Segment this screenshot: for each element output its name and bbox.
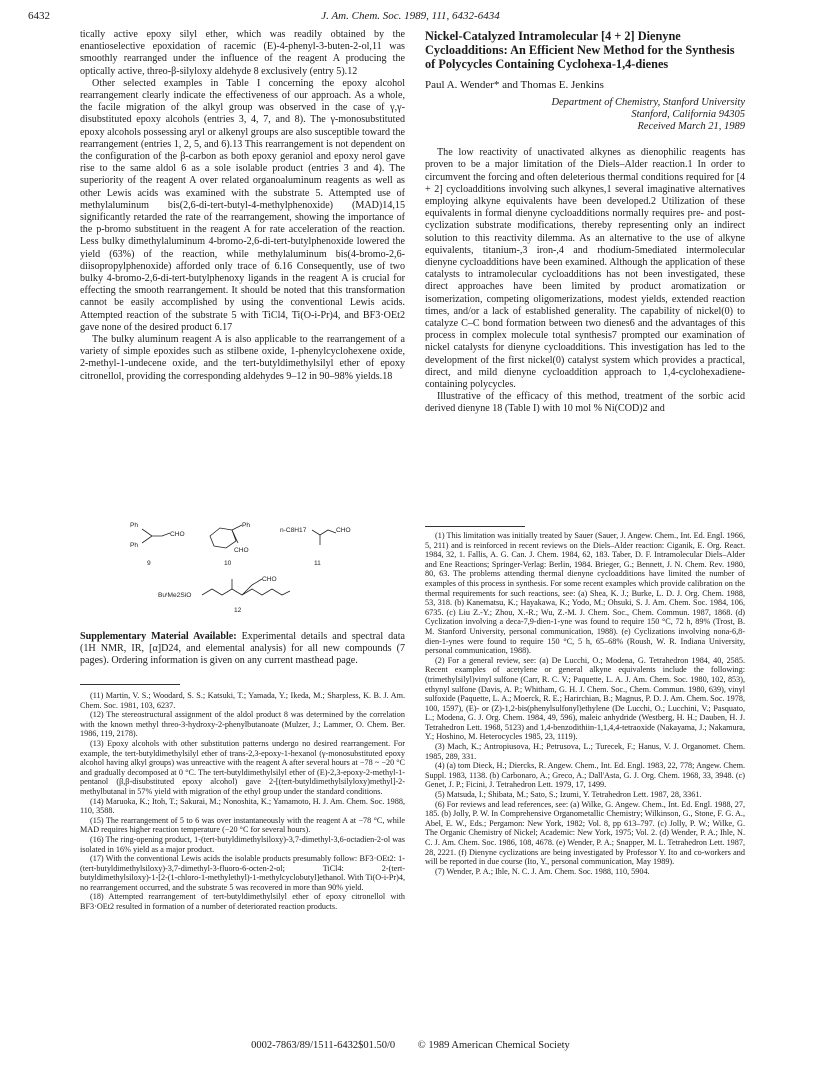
footnote: (12) The stereostructural assignment of the aldol product 8 was determined by the correlation with the known methyl threo-3-hydroxy-2-phenylbutanoate (Mulzer, J.; Lammer, O. Chem. Ber. 1986, 119, 2178). — [80, 710, 405, 739]
left-paragraph: The bulky aluminum reagent A is also applicable to the rearrangement of a variety of simple epoxides such as stilbene oxide, 1-phenylcyclohexene oxide, 2-methyl-1-undecene oxide, and the tert-butyldimethylsilyl ether of epoxy citronellol, providing the corresponding aldehydes 9–12 in 90–98% yields.18 — [80, 334, 405, 382]
footnote: (18) Attempted rearrangement of tert-butyldimethylsilyl ether of epoxy citronellol with BF3·OEt2 resulted in formation of a number of deteriorated reaction products. — [80, 892, 405, 912]
cho-label: CHO — [234, 547, 249, 554]
structure-9 — [130, 522, 185, 567]
right-column — [425, 29, 745, 416]
footnote: (16) The ring-opening product, 1-(tert-butyldimethylsiloxy)-3,7-dimethyl-3,6-octadien-2-ol was isolated in 16% yield as a major product. — [80, 834, 405, 854]
footnote: (3) Mach, K.; Antropiusova, H.; Petrusova, L.; Turecek, F.; Hanus, V. J. Organomet. Chem. 1985, 289, 331. — [425, 742, 745, 761]
chemical-structures — [100, 519, 400, 614]
affiliation-line: Stanford, California 94305 — [631, 109, 745, 121]
chain-label: n-C8H17 — [280, 527, 307, 534]
footnote-rule — [425, 526, 525, 527]
ph-label: Ph — [130, 522, 139, 529]
supplementary-block — [80, 631, 405, 668]
supplementary-heading: Supplementary Material Available: — [80, 631, 237, 642]
compound-number: 11 — [314, 560, 321, 567]
footnote: (15) The rearrangement of 5 to 6 was over instantaneously with the reagent A at −78 °C, while MAD requires higher reaction temperature (−20 °C for several hours). — [80, 815, 405, 835]
footnote: (7) Wender, P. A.; Ihle, N. C. J. Am. Chem. Soc. 1988, 110, 5904. — [435, 866, 650, 876]
footnote: (5) Matsuda, I.; Shibata, M.; Sato, S.; Izumi, Y. Tetrahedron Lett. 1987, 28, 3361. — [435, 790, 702, 800]
right-paragraph: Illustrative of the efficacy of this method, treatment of the sorbic acid derived dienyne 18 (Table I) with 10 mol % Ni(COD)2 and — [425, 391, 745, 415]
page-footer — [0, 1040, 821, 1051]
left-paragraph: tically active epoxy silyl ether, which was readily obtained by the enantioselective epoxidation of racemic (E)-4-phenyl-3-buten-2-ol,11 was smoothly rearranged under the influence of the reagent A producing the optically active, threo-β-silyloxy aldehyde 8 exclusively (entry 5).12 — [80, 29, 405, 77]
left-footnotes — [80, 691, 405, 912]
cho-label: CHO — [336, 527, 351, 534]
structures-svg — [100, 519, 400, 614]
affiliation — [425, 97, 745, 133]
article-title: Nickel-Catalyzed Intramolecular [4 + 2] Dienyne Cycloadditions: An Efficient New Method for the Synthesis of Polycycles Containing Cyclohexa-1,4-dienes — [425, 29, 735, 71]
compound-number: 10 — [224, 560, 232, 567]
footnote: (17) With the conventional Lewis acids the isolable products presumably follow: BF3·OEt2: 1-(tert-butyldimethylsiloxy)-3,7-dimethyl-3-fluoro-6-octen-2-ol; TiCl4: 2-(tert-butyldimethylsiloxy)-1-[2-(1-chloro-1-methylethyl)-1-methylcyclobutyl]ethanol. With Ti(O-i-Pr)4, no rearrangement occurred, and the substrate 5 was recovered in more than 90% yield. — [80, 854, 405, 892]
ph-label: Ph — [130, 542, 139, 549]
supplementary-text: Experimental details and spectral data (1H NMR, IR, [α]D24, and elemental analysis) for all new compounds (7 pages). Ordering information is given on any current masthead page. — [80, 631, 405, 667]
journal-header: J. Am. Chem. Soc. 1989, 111, 6432-6434 — [321, 10, 500, 22]
page-number: 6432 — [28, 10, 50, 22]
article-authors: Paul A. Wender* and Thomas E. Jenkins — [425, 79, 604, 91]
received-date: Received March 21, 1989 — [637, 121, 745, 133]
footnote: (6) For reviews and lead references, see: (a) Wilke, G. Angew. Chem., Int. Ed. Engl. 1988, 27, 185. (b) Jolly, P. W. In Comprehensive Organometallic Chemistry; Wilkinson, G., Stone, F. G. A., Abel, E. W., Eds.; Pergamon: New York, 1982; Vol. 8, pp 613–797. (c) Jolly, P. W.; Wilke, G. The Organic Chemistry of Nickel; Academic: New York, 1975; Vol. 2. (d) Wender, P. A.; Ihle, N. C. J. Am. Chem. Soc. 1986, 108, 4678. (e) Wender, P. A.; Snapper, M. L. Tetrahedron Lett. 1987, 28, 2221. (f) Dienyne cyclizations are being investigated by Professor Y. Ito and co-workers and will be reported in due course (Ito, Y., personal communication, May 1989). — [425, 799, 745, 867]
footnote-rule — [80, 684, 180, 685]
left-column — [80, 29, 405, 383]
structure-10 — [210, 522, 250, 567]
silyl-label: BuᵗMe2SiO — [158, 592, 192, 599]
footnote: (13) Epoxy alcohols with other substitution patterns undergo no desired rearrangement. For example, the tert-butyldimethylsilyl ether of trans-2,3-epoxy-1-hexanol (γ-monosubstituted epoxy alcohol having alkyl groups) was unreactive with the reagent A after several hours at −78 ~ −20 °C and gradually decomposed at 0 °C. The tert-butyldimethylsilyl ether of (E)-2,3-epoxy-2-methyl-1-pentanol (β,β-disubstituted epoxy alcohol) gave 2-[(tert-butyldimethylsilyloxy)methyl]-2-methylbutanal in 57% yield with migration of the ethyl group under the standard conditions. — [80, 738, 405, 796]
compound-number: 9 — [147, 560, 151, 567]
compound-number: 12 — [234, 607, 242, 614]
structure-11 — [280, 527, 351, 567]
structure-12 — [158, 576, 290, 614]
footnote: (1) This limitation was initially treated by Sauer (Sauer, J. Angew. Chem., Int. Ed. Engl. 1966, 5, 211) and is reinforced in recent reviews on the Diels–Alder reaction: Ciganik, E. Org. React. 1984, 32, 1. Fallis, A. G. Can. J. Chem. 1984, 62, 183. Taber, D. F. Intramolecular Diels–Alder and Ene Reactions; Springer-Verlag: Berlin, 1984. Brieger, G.; Bennett, J. N. Chem. Rev. 1980, 80, 63. The problems attending thermal dienyne cycloadditions have limited the number of examples of this process in synthesis. For some recent examples which provide calibration on the thermal requirements for such reactions, see: (a) Shea, K. J.; Burke, L. D. J. Org. Chem. 1988, 53, 318. (b) Kanematsu, K.; Hayakawa, K.; Yodo, M.; Ohsuki, S. J. Am. Chem. Soc. 1984, 106, 6735. (c) Liu Z.-Y.; Zhou, X.-R.; Wu, Z.-M. J. Chem. Soc., Chem. Commun. 1987, 1868. (d) Cyclization involving a deca-7,9-dien-1-yne was found to require 150 °C, 72 h, 89% (Trost, B. M. Stanford University, personal communication, 1988). (e) Cyclizations involving nona-6,8-dien-1-ynes were found to require 150 °C, 5 h, 65–68% (Roush, W. R. Indiana University, personal communication, 1988). — [425, 531, 745, 656]
left-paragraph: Other selected examples in Table I concerning the epoxy alcohol rearrangement clearly indicate the effectiveness of our approach. As a whole, the facile migration of the alkyl group was observed in the case of γ,γ-disubstituted epoxy alcohols (entries 3, 4, 7, and 8). The γ-monosubstituted epoxy alcohols possessing aryl or alkenyl groups are also susceptible toward the rearrangement (entries 1, 2, 5, and 6).13 This rearrangement is not dependent on the configuration of the β-carbon as both epoxy geraniol and epoxy nerol gave rise to the same aldol 6 as a sole isolable product (entries 3 and 4). The superiority of the reagent A over related organoaluminum reagents as well as other Lewis acids was examined with the substrate 5. Attempted use of methylaluminum bis(2,6-di-tert-butyl-4-methylphenoxide) (MAD)14,15 significantly retarded the rate of the rearrangement, showing the importance of the p-bromo substituent in the reagent A for rate acceleration of the reaction. Less bulky dimethylaluminum 4-bromo-2,6-di-tert-butylphenoxide lowered the yield (63%) of the reaction, while methylaluminum bis(4-bromo-2,6-diisopropylphenoxide) afforded only trace of 6.16 Consequently, use of two bulky 4-bromo-2,6-di-tert-butylphenoxy ligands in the reagent A is crucial for effecting the smooth rearrangement. It should be noted that this transformation cannot be easily accomplished by using the conventional Lewis acids. Attempted reaction of the substrate 5 with TiCl4, Ti(O-i-Pr)4, and BF3·OEt2 gave none of the desired product 6.17 — [80, 77, 405, 333]
footnote: (4) (a) tom Dieck, H.; Diercks, R. Angew. Chem., Int. Ed. Engl. 1983, 22, 778; Angew. Chem. Suppl. 1983, 1138. (b) Carbonaro, A.; Greco, A.; Dall'Asta, G. J. Org. Chem. 1968, 33, 3948. (c) Genet, J. P.; Ficini, J. Tetrahedron Lett. 1979, 17, 1499. — [425, 761, 745, 790]
ph-label: Ph — [242, 522, 251, 529]
affiliation-line: Department of Chemistry, Stanford University — [551, 97, 745, 109]
footnote: (14) Maruoka, K.; Itoh, T.; Sakurai, M.; Nonoshita, K.; Yamamoto, H. J. Am. Chem. Soc. 1988, 110, 3588. — [80, 796, 405, 816]
publication-code: 0002-7863/89/1511-6432$01.50/0 — [251, 1040, 396, 1051]
cho-label: CHO — [170, 531, 185, 538]
cho-label: CHO — [262, 576, 277, 583]
footnote: (11) Martin, V. S.; Woodard, S. S.; Katsuki, T.; Yamada, Y.; Ikeda, M.; Sharpless, K. B. J. Am. Chem. Soc. 1981, 103, 6237. — [80, 691, 405, 710]
right-paragraph: The low reactivity of unactivated alkynes as dienophilic reagents has proven to be a major limitation of the Diels–Alder reaction.1 In order to circumvent the forcing and often deleterious thermal conditions required for [4 + 2] cycloadditions involving such alkynes,1 several imaginative alternatives employing alkyne equivalents have been developed.2 Utilization of these equivalents in formal dienyne cycloadditions normally requires pre- and post-cyclization substrate modifications, thereby representing only an indirect solution to this reactivity dilemma. As an alternative to the use of alkyne equivalents, titanium-,3 iron-,4 and rhodium-5mediated intermolecular dienyne cycloadditions have been examined. Although the application of these catalysts to intramolecular cycloadditions has not been investigated, these direct approaches have been limited by product aromatization or isomerization, competing oligomerizations, modest yields, extended reaction times, and/or a lack of established generality. The capability of nickel(0) to catalyze C–C bond formation between two dienes6 and the advantages of this process in complex molecule total synthesis7 prompted our examination of nickel catalysts for dienyne cycloadditions. This investigation has led to the development of the first nickel(0) catalyst system which provides a practical, direct, and mild dienyne cycloaddition approach to 1,4-cyclohexadiene-containing polycycles. — [425, 147, 745, 391]
copyright: © 1989 American Chemical Society — [417, 1040, 570, 1051]
footnote: (2) For a general review, see: (a) De Lucchi, O.; Modena, G. Tetrahedron 1984, 40, 2585. Recent examples of acetylene or general alkyne equivalents include the following: (trimethylsilyl)vinyl sulfone (Carr, R. C. V.; Paquette, L. A. J. Am. Chem. Soc. 1980, 102, 853), ethynyl sulfone (Davis, A. P.; Whitham, G. H. J. Chem. Soc., Chem. Commun. 1980, 639), vinyl sulfoxide (Paquette, L. A.; Moerck, R. E.; Harirchian, B.; Magnus, P. D. J. Am. Chem. Soc. 1978, 100, 1597), (E)- or (Z)-1,2-bis(phenylsulfonyl)ethylene (De Lucchi, O.; Lucchini, V.; Pasquato, L.; Modena, G. J. Org. Chem. 1984, 49, 596), maleic anhydride (Westberg, H. H.; Dauben, H. J. Tetrahedron Lett. 1968, 5123) and 1,4-benzodithiin-1,1,4,4-tetraoxide (Nakayama, J.; Nakamura, Y.; Hoshino, M. Heterocycles 1985, 23, 1119). — [425, 655, 745, 742]
right-footnotes — [425, 531, 745, 876]
